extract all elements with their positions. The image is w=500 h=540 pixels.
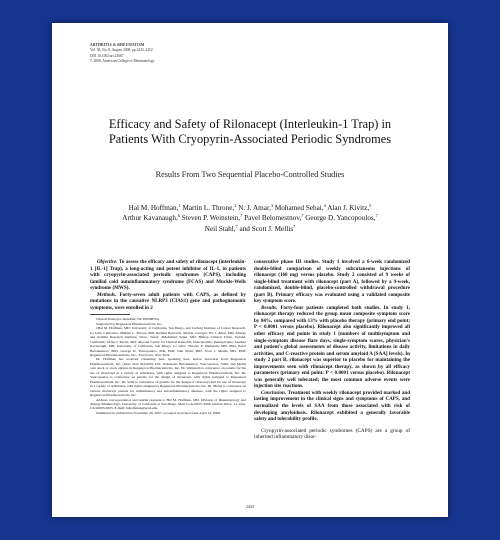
author: Alan J. Kivitz,$^5$ xyxy=(327,203,372,212)
footnote: Supported by Regeneron Pharmaceuticals, Inc. xyxy=(96,321,163,326)
journal-name: ARTHRITIS & RHEUMATISM xyxy=(90,43,145,47)
footnote: ClinicalTrials.gov identifier: NCT00288704. xyxy=(96,317,160,322)
author: N. J. Amar,$^3$ xyxy=(238,203,274,212)
author-list xyxy=(86,203,414,234)
article-subtitle: Results From Two Sequential Placebo-Controlled Studies xyxy=(155,170,345,179)
right-column xyxy=(254,259,410,441)
footnote: Address correspondence and reprint requests to Hal M. Hoffman, MD, Division of Rheumatology and Allergy/Immunology, University of California at San Diego, Mail Code 0635, 9500 Gilman Drive, La Jolla, CA 92093-0635. E-mail: hahoffman@ucsd.edu. xyxy=(90,397,246,411)
body-intro: Cryopyrin-associated periodic syndromes (CAPS) are a group of inherited inflammatory disor- xyxy=(254,427,410,441)
journal-page xyxy=(52,23,448,517)
abstract-methods-continued: consecutive phase III studies. Study 1 involved a 6-week randomized double-blind comparison of weekly subcutaneous injections of rilonacept (160 mg) versus placebo. Study 2 consisted of 9 weeks of single-blind treatment with rilonacept (part A), followed by a 9-week, randomized, double-blind, placebo-controlled withdrawal procedure (part B). Primary efficacy was evaluated using a validated composite key symptom score. xyxy=(254,259,410,305)
abstract-results: Results. Forty-four patients completed both studies. In study 1, rilonacept therapy reduced the group mean composite symptom score by 84%, compared with 13% with placebo therapy (primary end point; P < 0.0001 versus placebo). Rilonacept also significantly improved all other efficacy end points in study 1 (numbers of multisymptom and single-symptom disease flare days, single-symptom scores, physician's and patient's global assessments of disease activity, limitations in daily activities, and C-reactive protein and serum amyloid A [SAA] levels). In study 2 part B, rilonacept was superior to placebo for maintaining the improvements seen with rilonacept therapy, as shown by all efficacy parameters (primary end point; P < 0.0001 versus placebo). Rilonacept was generally well tolerated; the most common adverse events were injection site reactions. xyxy=(254,304,410,390)
author: Pavel Belomestnov,$^7$ xyxy=(244,213,304,223)
journal-header xyxy=(90,43,155,65)
footnote-divider xyxy=(90,314,130,315)
author: Hal M. Hoffman,$^1$ xyxy=(128,203,181,212)
abstract-conclusion: Conclusion. Treatment with weekly rilonacept provided marked and lasting improvement in the clinical signs and symptoms of CAPS, and normalized the levels of SAA from those associated with risk of developing amyloidosis. Rilonacept exhibited a generally favorable safety and tolerability profile. xyxy=(254,389,411,423)
author: Martin L. Throne,$^2$ xyxy=(182,203,237,212)
author: Mohamed Sebai,$^4$ xyxy=(274,203,326,212)
journal-doi: DOI 10.1002/art.23687 xyxy=(90,53,124,58)
author: Steven P. Weinstein,$^7$ xyxy=(181,213,243,223)
footnote: Submitted for publication November 26, 2007; accepted in revised form April 14, 2008. xyxy=(96,410,221,415)
author: Neil Stahl,$^7$ xyxy=(204,223,238,233)
article-title-line: Patients With Cryopyrin-Associated Periodic Syndromes xyxy=(108,132,392,146)
footnotes xyxy=(90,317,246,415)
page-number: 2443 xyxy=(246,504,254,509)
author: George D. Yancopoulos,$^7$ xyxy=(305,213,378,223)
journal-copyright: © 2008, American College of Rheumatology xyxy=(90,59,155,64)
journal-volume: Vol. 58, No. 8, August 2008, pp 2443–2452 xyxy=(90,48,153,53)
article-title-line: Efficacy and Safety of Rilonacept (Interleukin-1 Trap) in xyxy=(108,117,392,131)
footnote: Dr. Hoffman has received consulting fees, speaking fees, and/or honoraria from Regeneron Pharmaceuticals, Inc. (more than $10,000). Drs. Weinstein, Belomestnov, Yancopoulos, Stahl, and Mellis own stock or stock options in Regeneron Pharmaceuticals, Inc. Dr. Weinstein is coinventor on patents for the use of rilonacept in a variety of arthritides, with rights assigned to Regeneron Pharmaceuticals, Inc. Dr. Yancopoulos is coinventor on patents for the design of rilonacept, with rights assigned to Regeneron Pharmaceuticals, Inc. Dr. Stahl is coinventor on patents for the design of rilonacept and for use of rilonacept in a variety of arthritides, with rights assigned to Regeneron Pharmaceuticals, Inc. Dr. Mellis is coinventor on various rilonacept patents for inflammatory and autoinflammatory diseases, with the rights assigned to Regeneron Pharmaceuticals, Inc. xyxy=(90,357,246,398)
footnote: 1Hal M. Hoffman, MD: University of California, San Diego, and Ludwig Institute of Cancer Research, La Jolla, California; 2Martin L. Throne, MD: Radiant Research, Atlanta, Georgia; 3N. J. Amar, MD: Allergy and Asthma Research Institute, Waco, Texas; 4Mohamed Sebai, MD: Bishop Clinical Trials, Upland, California; 5Alan J. Kivitz, MD: Altoona Center for Clinical Research, Duncansville, Pennsylvania; 6Arthur Kavanaugh, MD: University of California, San Diego, La Jolla; 7Steven P. Weinstein, MD, PhD, Pavel Belomestnov, PhD, George D. Yancopoulos, MD, PhD, Neil Stahl, PhD, Scott J. Mellis, MD, PhD: Regeneron Pharmaceuticals, Inc., Tarrytown, New York. xyxy=(90,326,246,357)
author: Arthur Kavanaugh,$^6$ xyxy=(122,213,180,223)
author: and Scott J. Mellis$^7$ xyxy=(239,223,296,233)
article-title xyxy=(82,117,418,147)
abstract-objective: Objective. To assess the efficacy and safety of rilonacept (interleukin-1 [IL-1] Trap), a long-acting and potent inhibitor of IL-1, in patients with cryopyrin-associated periodic syndromes (CAPS), including familial cold autoinflammatory syndrome (FCAS) and Muckle-Wells syndrome (MWS). xyxy=(90,259,246,292)
abstract-methods: Methods. Forty-seven adult patients with CAPS, as defined by mutations in the causative NLRP3 (CIAS1) gene and pathognomonic symptoms, were enrolled in 2 xyxy=(90,291,246,311)
left-column xyxy=(90,259,246,415)
